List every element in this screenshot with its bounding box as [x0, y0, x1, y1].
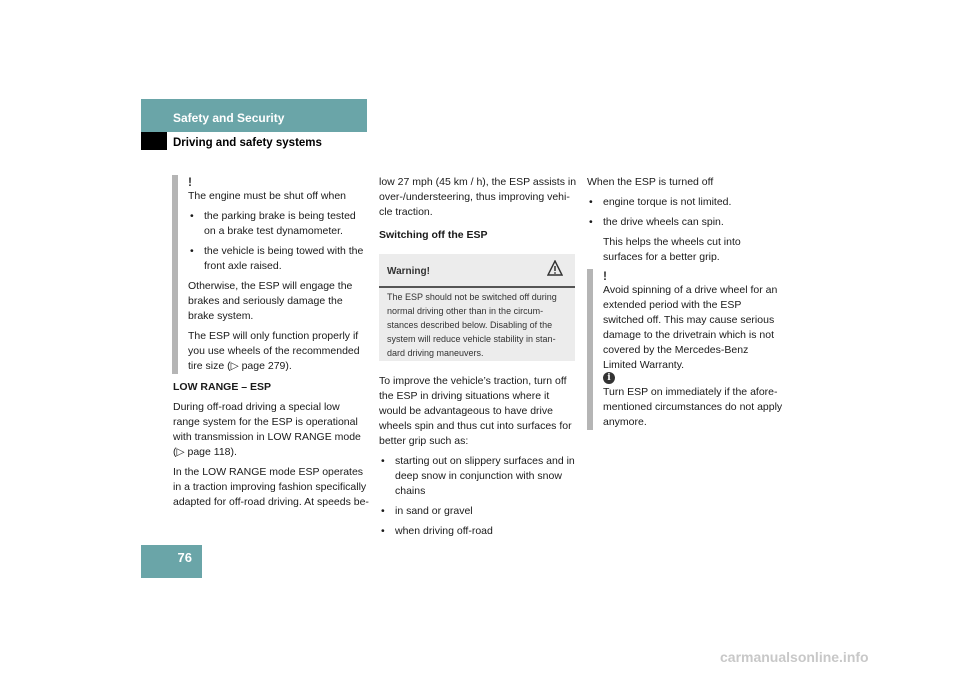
- section-heading-switch-off: Switching off the ESP: [379, 229, 488, 241]
- section-tab-marker: [141, 132, 167, 150]
- page-number: 76: [141, 545, 202, 578]
- bullet-list: [587, 195, 783, 230]
- column-1-body: [173, 380, 369, 515]
- body-paragraph: When the ESP is turned off: [587, 176, 714, 188]
- column-2-bottom: [379, 374, 577, 544]
- warning-divider: [379, 286, 575, 288]
- body-paragraph: To improve the vehicle’s traction, turn off the ESP in driving situations where it would be advantageous to have drive wheels spin and thus cut into surfaces for better grip such as:: [379, 375, 572, 447]
- list-item: • in sand or gravel: [379, 504, 577, 519]
- list-item: • starting out on slippery surfaces and in deep snow in conjunction with snow chains: [379, 454, 577, 499]
- list-item: • the parking brake is being tested on a brake test dynamometer.: [188, 209, 368, 239]
- list-item: • the drive wheels can spin.: [587, 215, 783, 230]
- caution-note-engine-off: [172, 175, 368, 374]
- warning-box: [379, 254, 575, 361]
- warning-text: The ESP should not be switched off during normal driving other than in the circum-stances described below. Disabling of the system will reduce vehicle stability in stan-dard driving maneuvers.: [387, 292, 557, 358]
- caution-note-spinning: [587, 269, 783, 373]
- subsection-title: Driving and safety systems: [173, 137, 322, 149]
- section-heading-low-range: LOW RANGE – ESP: [173, 381, 272, 393]
- bullet-list: [379, 454, 577, 539]
- body-paragraph: low 27 mph (45 km / h), the ESP assists in over-/understeering, thus improving vehi-cle traction.: [379, 176, 577, 218]
- body-paragraph: In the LOW RANGE mode ESP operates in a traction improving fashion specifically adapted for off-road driving. At speeds be-: [173, 466, 369, 508]
- column-3-top: [587, 175, 783, 270]
- note-paragraph: Turn ESP on immediately if the afore-mentioned circumstances do not apply anymore.: [603, 386, 783, 428]
- indented-paragraph: This helps the wheels cut into surfaces for a better grip.: [603, 236, 741, 263]
- column-2-top: [379, 175, 577, 248]
- warning-triangle-icon: [547, 260, 563, 276]
- list-item: • the vehicle is being towed with the front axle raised.: [188, 244, 368, 274]
- caution-mark-icon: !: [188, 175, 192, 189]
- caution-mark-icon: !: [603, 269, 607, 283]
- info-icon: i: [603, 372, 615, 384]
- list-item: • when driving off-road: [379, 524, 577, 539]
- list-item: • engine torque is not limited.: [587, 195, 783, 210]
- info-note: [587, 370, 783, 430]
- watermark: carmanualsonline.info: [720, 649, 869, 665]
- note-paragraph: The ESP will only function properly if you use wheels of the recommended tire size (▷ page 279).: [188, 330, 360, 372]
- section-title: Safety and Security: [173, 111, 285, 125]
- note-bullet-list: [188, 209, 368, 274]
- note-paragraph: Otherwise, the ESP will engage the brakes and seriously damage the brake system.: [188, 280, 353, 322]
- body-paragraph: During off-road driving a special low range system for the ESP is operational with transmission in LOW RANGE mode (▷ page 118).: [173, 401, 361, 458]
- note-intro: The engine must be shut off when: [188, 190, 346, 202]
- warning-title: Warning!: [387, 266, 430, 277]
- note-paragraph: Avoid spinning of a drive wheel for an extended period with the ESP switched off. This may cause serious damage to the drivetrain which is not covered by the Mercedes-Benz Limited Warranty.: [603, 284, 778, 371]
